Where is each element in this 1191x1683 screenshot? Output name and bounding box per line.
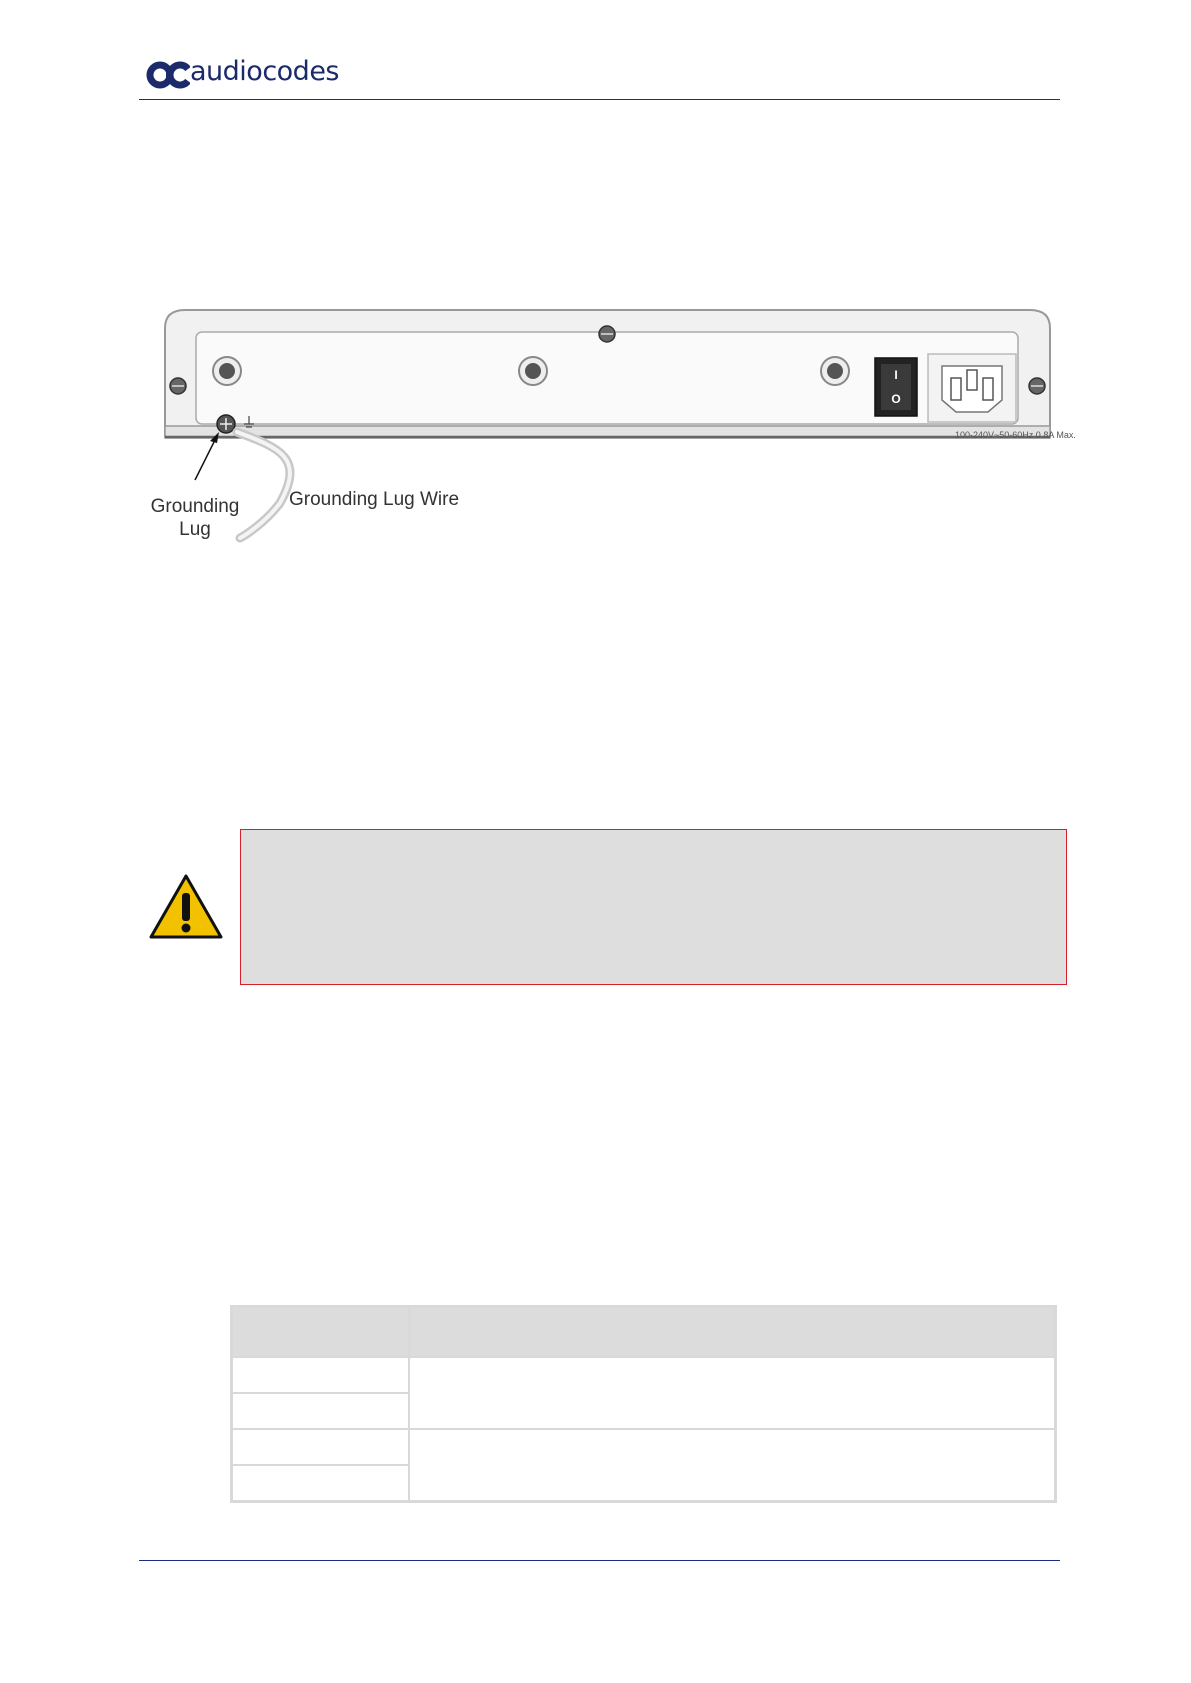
footer-rule (139, 1560, 1060, 1561)
top-screw-icon (599, 326, 615, 342)
table-row-divider (233, 1464, 408, 1466)
mount-hole-icon (821, 357, 849, 385)
switch-off-mark: O (891, 392, 901, 406)
grounding-screw-icon (217, 415, 235, 433)
grounding-lug-label: Grounding Lug (150, 496, 240, 540)
switch-on-mark: I (894, 368, 898, 382)
warning-box (240, 829, 1067, 985)
table-row-divider (233, 1392, 408, 1394)
mount-hole-icon (519, 357, 547, 385)
table-row-divider (233, 1428, 1054, 1430)
header-rule (139, 99, 1060, 100)
warning-triangle-icon (148, 873, 224, 941)
table-header (233, 1308, 1054, 1356)
device-rear-panel-drawing (140, 308, 1080, 548)
spec-table (230, 1305, 1057, 1503)
grounding-lug-wire-label: Grounding Lug Wire (289, 489, 460, 510)
table-row-divider (233, 1356, 1054, 1358)
device-rear-panel-figure (140, 308, 1080, 548)
grounding-lug-arrow (195, 436, 217, 480)
audiocodes-logo-mark-icon (146, 60, 190, 90)
mount-hole-icon (213, 357, 241, 385)
table-column-divider (408, 1308, 410, 1500)
power-rating-text: 100-240V~50-60Hz 0.8A Max. (955, 430, 1076, 440)
left-side-screw-icon (170, 378, 186, 394)
power-inlet-icon (928, 354, 1016, 422)
power-switch-icon (875, 358, 917, 416)
audiocodes-logo (146, 58, 346, 94)
brand-name: audiocodes (190, 56, 339, 87)
right-side-screw-icon (1029, 378, 1045, 394)
